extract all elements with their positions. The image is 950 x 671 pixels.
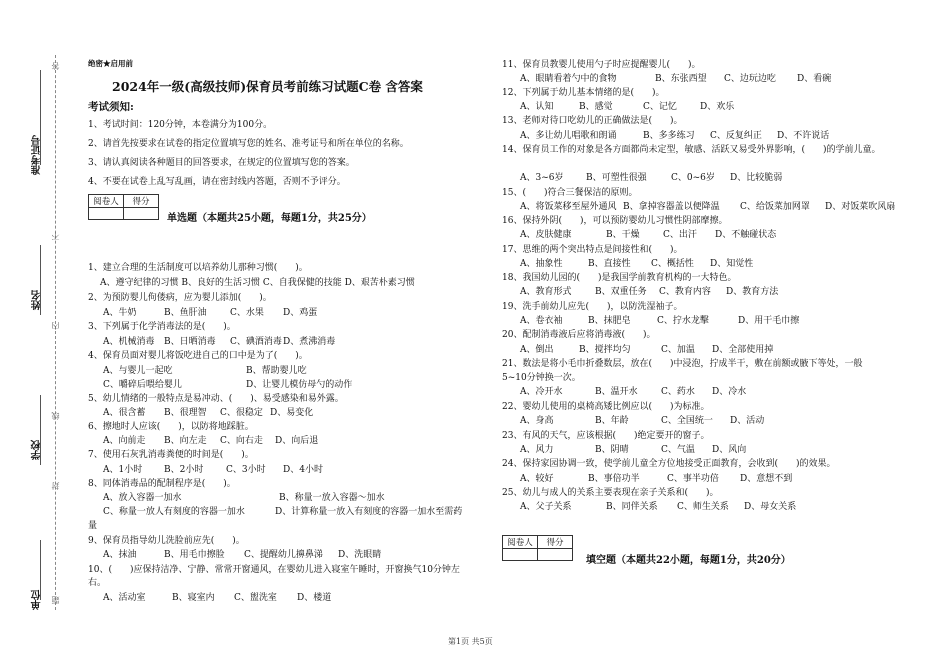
option-q2-b: B、鱼肝油 bbox=[164, 308, 207, 318]
secret-mark: 绝密★启用前 bbox=[88, 59, 133, 68]
option-q6-a: A、向前走 bbox=[103, 436, 146, 446]
gutter-hint: 不 bbox=[51, 232, 60, 240]
name-line bbox=[40, 245, 41, 315]
option-q17-d: D、知觉性 bbox=[710, 259, 754, 269]
option-q11-a: A、眼睛看着勺中的食物 bbox=[520, 74, 617, 84]
option-q19-d: D、用干毛巾擦 bbox=[738, 316, 800, 326]
option-q5-a: A、很含蓄 bbox=[103, 408, 146, 418]
question-12: 12、下列属于幼儿基本情绪的是( )。 bbox=[502, 88, 665, 98]
section-title-fill-blank: 填空题（本题共22小题，每题1分，共20分） bbox=[586, 555, 791, 566]
option-q25-d: D、母女关系 bbox=[744, 502, 797, 512]
option-q13-d: D、不许说话 bbox=[777, 131, 830, 141]
option-q8-c: C、称量一放人有刻度的容器一加水 bbox=[103, 507, 245, 517]
option-q24-c: C、事半功倍 bbox=[667, 474, 719, 484]
option-q22-c: C、全国统一 bbox=[661, 416, 713, 426]
notice-item: 4、不要在试卷上乱写乱画，请在密封线内答题，否则不予评分。 bbox=[88, 177, 346, 187]
exam-number-line bbox=[40, 70, 41, 165]
gutter-hint: 线 bbox=[51, 412, 60, 420]
option-q24-d: D、意想不到 bbox=[740, 474, 793, 484]
page-footer: 第1页 共5页 bbox=[448, 637, 493, 646]
option-q16-d: D、不触碰状态 bbox=[715, 230, 777, 240]
option-q18-a: A、教育形式 bbox=[520, 287, 572, 297]
score-label: 得分 bbox=[538, 536, 573, 549]
option-q19-b: B、抹肥皂 bbox=[588, 316, 631, 326]
score-table-2 bbox=[502, 535, 573, 561]
option-q25-b: B、同伴关系 bbox=[606, 502, 658, 512]
options-q1: A、遵守纪律的习惯 B、良好的生活习惯 C、自我保健的技能 D、艰苦朴素习惯 bbox=[100, 278, 415, 288]
option-q18-c: C、教育内容 bbox=[659, 287, 711, 297]
option-q2-c: C、水果 bbox=[230, 308, 264, 318]
option-q24-a: A、较好 bbox=[520, 474, 554, 484]
grader-cell[interactable] bbox=[89, 208, 124, 220]
option-q14-d: D、比较脆弱 bbox=[730, 173, 783, 183]
option-q12-d: D、欢乐 bbox=[700, 102, 735, 112]
question-6: 6、擦地时人应该( )，以防将地踩脏。 bbox=[88, 422, 254, 432]
option-q25-a: A、父子关系 bbox=[520, 502, 572, 512]
option-q9-c: C、提醒幼儿擤鼻涕 bbox=[244, 550, 323, 560]
option-q23-a: A、风力 bbox=[520, 445, 554, 455]
option-q13-b: B、多多练习 bbox=[643, 131, 695, 141]
question-11: 11、保育员教婴儿使用勺子时应提醒婴儿( )。 bbox=[502, 60, 701, 70]
option-q18-b: B、双重任务 bbox=[595, 287, 647, 297]
question-4: 4、保育员面对婴儿将饭吃进自己的口中是为了( )。 bbox=[88, 351, 308, 361]
unit-line bbox=[40, 540, 41, 600]
question-14: 14、保育员工作的对象是各方面都尚未定型，敏感、活跃又易受外界影响，( )的学前儿童。 bbox=[502, 145, 881, 155]
option-q14-b: B、可塑性很强 bbox=[586, 173, 647, 183]
option-q3-b: B、日晒消毒 bbox=[164, 337, 216, 347]
option-q22-d: D、活动 bbox=[730, 416, 765, 426]
option-q10-c: C、盥洗室 bbox=[234, 593, 277, 603]
score-label: 得分 bbox=[124, 195, 159, 208]
option-q23-c: C、气温 bbox=[661, 445, 695, 455]
option-q13-a: A、多让幼儿唱歌和朗诵 bbox=[520, 131, 617, 141]
grader-label: 阅卷人 bbox=[503, 536, 538, 549]
question-3: 3、下列属于化学消毒法的是( )。 bbox=[88, 322, 236, 332]
question-1: 1、建立合理的生活制度可以培养幼儿那种习惯( )。 bbox=[88, 263, 308, 273]
gutter-hint: 答 bbox=[51, 62, 60, 70]
gutter-hint: 封 bbox=[51, 482, 60, 490]
option-q11-c: C、边玩边吃 bbox=[724, 74, 776, 84]
option-q8-cont: 量 bbox=[88, 521, 98, 531]
option-q5-d: D、易变化 bbox=[270, 408, 314, 418]
option-q23-d: D、风向 bbox=[712, 445, 747, 455]
option-q17-c: C、概括性 bbox=[651, 259, 694, 269]
option-q17-a: A、抽象性 bbox=[520, 259, 563, 269]
notice-item: 3、请认真阅读各种题目的回答要求，在规定的位置填写您的答案。 bbox=[88, 158, 355, 168]
question-5: 5、幼儿情绪的一般特点是易冲动、( )、易受感染和易外露。 bbox=[88, 394, 344, 404]
option-q8-d: D、计算称量一放入有刻度的容器一加水至需药 bbox=[275, 507, 463, 517]
gutter-hint: 题 bbox=[51, 596, 60, 604]
option-q9-b: B、用毛巾擦脸 bbox=[164, 550, 225, 560]
gutter-hint: 内 bbox=[51, 322, 60, 330]
option-q16-c: C、出汗 bbox=[663, 230, 697, 240]
option-q15-d: D、对饭菜吹风扇 bbox=[825, 202, 896, 212]
option-q19-c: C、拧水龙擊 bbox=[657, 316, 709, 326]
option-q18-d: D、教育方法 bbox=[726, 287, 779, 297]
option-q8-a: A、放入容器一加水 bbox=[103, 493, 182, 503]
option-q23-b: B、阴晴 bbox=[595, 445, 629, 455]
option-q12-c: C、记忆 bbox=[643, 102, 677, 112]
option-q11-b: B、东张西望 bbox=[655, 74, 707, 84]
option-q7-c: C、3小时 bbox=[226, 465, 266, 475]
option-q5-b: B、很理智 bbox=[164, 408, 207, 418]
option-q9-d: D、洗眼睛 bbox=[338, 550, 382, 560]
question-21: 21、数法是将小毛巾折叠数层，放在( )中浸泡，拧成半干，敷在前额或腋下等处，一般 bbox=[502, 359, 863, 369]
binding-gutter bbox=[0, 0, 70, 671]
option-q22-b: B、年龄 bbox=[595, 416, 629, 426]
question-22: 22、婴幼儿使用的桌椅高矮比例应以( )为标准。 bbox=[502, 402, 710, 412]
option-q3-d: D、煮沸消毒 bbox=[283, 337, 336, 347]
question-10-cont: 右。 bbox=[88, 578, 107, 588]
question-8: 8、同体消毒品的配制程序是( )。 bbox=[88, 479, 236, 489]
grader-label: 阅卷人 bbox=[89, 195, 124, 208]
option-q21-a: A、冷开水 bbox=[520, 387, 563, 397]
question-21-cont: 5~10分钟换一次。 bbox=[502, 373, 581, 383]
option-q16-b: B、干燥 bbox=[606, 230, 640, 240]
option-q15-a: A、将饭菜移至屋外通风 bbox=[520, 202, 617, 212]
question-9: 9、保育员指导幼儿洗脸前应先( )。 bbox=[88, 536, 245, 546]
school-line bbox=[40, 395, 41, 465]
option-q7-b: B、2小时 bbox=[164, 465, 204, 475]
option-q6-c: C、向右走 bbox=[220, 436, 263, 446]
option-q20-a: A、倒出 bbox=[520, 345, 554, 355]
option-q13-c: C、反复纠正 bbox=[710, 131, 762, 141]
question-13: 13、老师对待口吃幼儿的正确做法是( )。 bbox=[502, 116, 683, 126]
option-q5-c: C、很稳定 bbox=[220, 408, 263, 418]
score-cell[interactable] bbox=[124, 208, 159, 220]
option-q6-d: D、向后退 bbox=[275, 436, 319, 446]
question-25: 25、幼儿与成人的关系主要表现在亲子关系和( )。 bbox=[502, 488, 719, 498]
option-q10-a: A、活动室 bbox=[103, 593, 146, 603]
option-q21-b: B、温开水 bbox=[595, 387, 638, 397]
option-q20-d: D、全部使用掉 bbox=[712, 345, 774, 355]
option-q21-d: D、冷水 bbox=[712, 387, 747, 397]
option-q12-a: A、认知 bbox=[520, 102, 554, 112]
option-q9-a: A、抹油 bbox=[103, 550, 137, 560]
option-q17-b: B、直接性 bbox=[588, 259, 631, 269]
option-q6-b: B、向左走 bbox=[164, 436, 207, 446]
option-q4-c: C、嚼碎后喂给婴儿 bbox=[103, 380, 182, 390]
seal-line bbox=[55, 55, 56, 610]
option-q14-c: C、0~6岁 bbox=[671, 173, 715, 183]
question-10: 10、( )应保持洁净、宁静、常常开窗通风，在婴幼儿进入寝室午睡时，开窗换气10分钟左 bbox=[88, 565, 460, 575]
option-q14-a: A、3~6岁 bbox=[520, 173, 564, 183]
page-title: 2024年一级(高级技师)保育员考前练习试题C卷 含答案 bbox=[112, 79, 423, 94]
option-q11-d: D、看碗 bbox=[797, 74, 832, 84]
option-q2-a: A、牛奶 bbox=[103, 308, 137, 318]
option-q4-d: D、让婴儿模仿母勺的动作 bbox=[246, 380, 353, 390]
question-24: 24、保持家园协调一致，使学前儿童全方位地接受正面教育，会收到( )的效果。 bbox=[502, 459, 836, 469]
question-7: 7、使用石灰乳消毒粪便的时间是( )。 bbox=[88, 450, 254, 460]
question-18: 18、我国幼儿园的( )是我国学前教育机构的一大特色。 bbox=[502, 273, 737, 283]
score-table bbox=[88, 194, 159, 220]
gutter-label-exam-number: 准考证号 bbox=[32, 135, 43, 175]
option-q7-d: D、4小时 bbox=[283, 465, 323, 475]
option-q21-c: C、药水 bbox=[661, 387, 695, 397]
question-16: 16、保持外阴( )，可以预防婴幼儿习惯性阴部摩擦。 bbox=[502, 216, 728, 226]
option-q20-c: C、加温 bbox=[661, 345, 695, 355]
option-q10-b: B、寝室内 bbox=[172, 593, 215, 603]
question-20: 20、配制消毒液后应将消毒液( )。 bbox=[502, 330, 656, 340]
option-q8-b: B、称量一放入容器～加水 bbox=[279, 493, 385, 503]
grader-cell[interactable] bbox=[503, 549, 538, 561]
option-q3-a: A、机械消毒 bbox=[103, 337, 155, 347]
notice-heading: 考试须知: bbox=[88, 101, 134, 113]
option-q25-c: C、师生关系 bbox=[677, 502, 729, 512]
section-title-single-choice: 单选题（本题共25小题，每题1分，共25分） bbox=[167, 213, 372, 224]
option-q24-b: B、事倍功半 bbox=[588, 474, 640, 484]
option-q2-d: D、鸡蛋 bbox=[283, 308, 318, 318]
option-q22-a: A、身高 bbox=[520, 416, 554, 426]
option-q10-d: D、楼道 bbox=[297, 593, 332, 603]
option-q20-b: B、搅拌均匀 bbox=[579, 345, 631, 355]
question-19: 19、洗手前幼儿应先( )，以防洗湿袖子。 bbox=[502, 302, 683, 312]
option-q15-c: C、给饭菜加网罩 bbox=[740, 202, 810, 212]
gutter-label-name: 姓名 bbox=[32, 290, 43, 310]
question-23: 23、有风的天气，应该根据( )绝定要开的窗子。 bbox=[502, 431, 710, 441]
option-q16-a: A、皮肤健康 bbox=[520, 230, 572, 240]
option-q7-a: A、1小时 bbox=[103, 465, 143, 475]
question-15: 15、( )符合三餐保洁的原则。 bbox=[502, 188, 638, 198]
notice-item: 2、请首先按要求在试卷的指定位置填写您的姓名、准考证号和所在单位的名称。 bbox=[88, 139, 409, 149]
gutter-label-unit: 单位 bbox=[32, 590, 43, 610]
option-q12-b: B、感觉 bbox=[579, 102, 613, 112]
option-q4-b: B、帮助婴儿吃 bbox=[246, 366, 307, 376]
option-q3-c: C、碘酒消毒 bbox=[230, 337, 282, 347]
score-cell[interactable] bbox=[538, 549, 573, 561]
notice-item: 1、考试时间：120分钟，本卷满分为100分。 bbox=[88, 120, 273, 130]
question-17: 17、思维的两个突出特点是间接性和( )。 bbox=[502, 245, 683, 255]
option-q19-a: A、卷衣袖 bbox=[520, 316, 563, 326]
gutter-label-school: 学校 bbox=[32, 440, 43, 460]
option-q4-a: A、与婴儿一起吃 bbox=[103, 366, 173, 376]
question-2: 2、为预防婴儿佝偻病，应为婴儿添加( )。 bbox=[88, 293, 272, 303]
option-q15-b: B、拿掉容器盖以便降温 bbox=[623, 202, 720, 212]
